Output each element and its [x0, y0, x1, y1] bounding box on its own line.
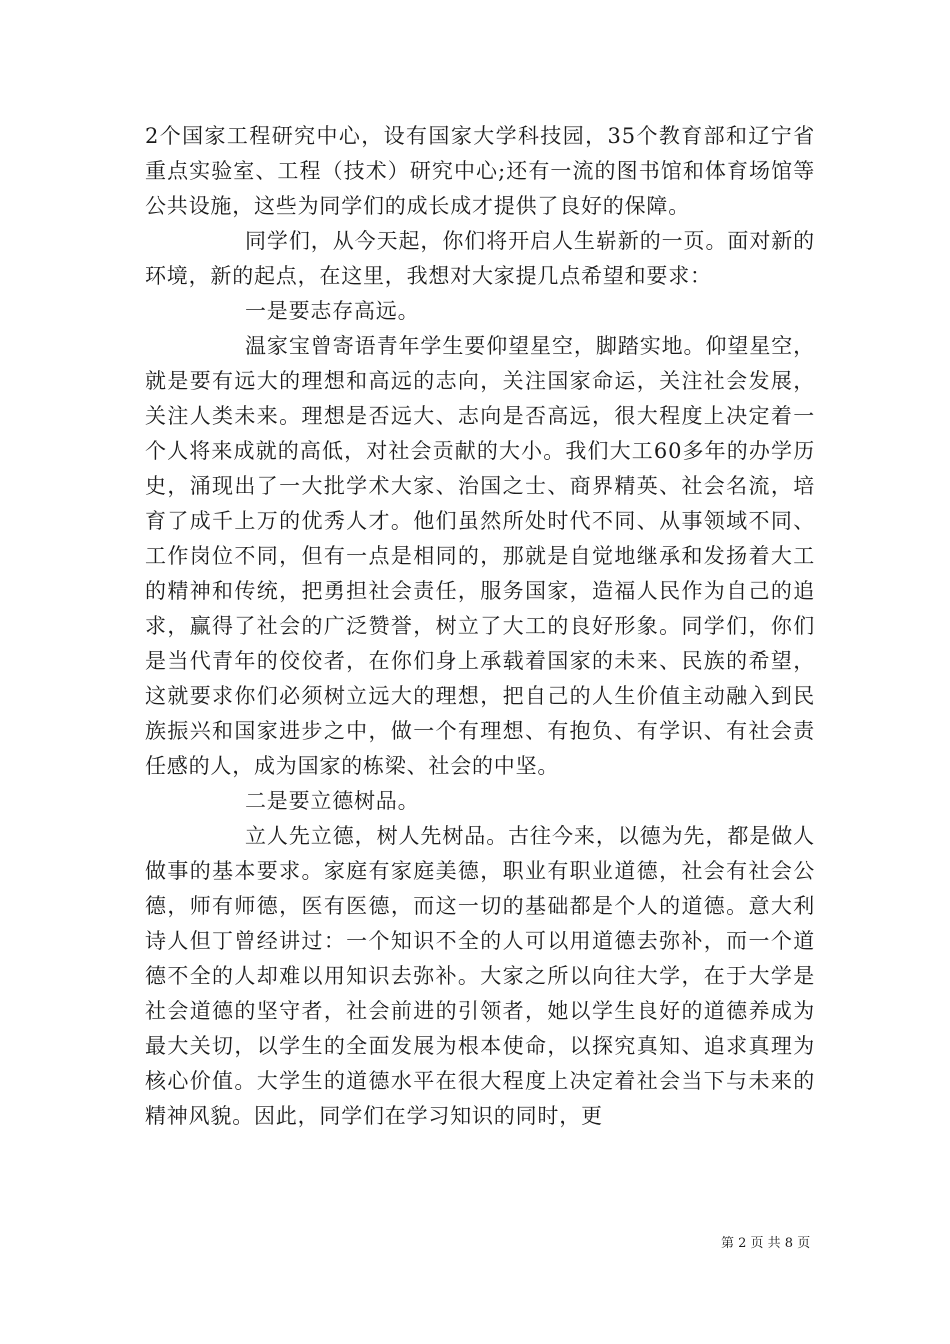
paragraph-ambition: 温家宝曾寄语青年学生要仰望星空，脚踏实地。仰望星空，就是要有远大的理想和高远的志向，关注国家命运，关注社会发展，关注人类未来。理想是否远大、志向是否高远，很大程度上决定着一个人将来成就的高低，对社会贡献的大小。我们大工60多年的办学历史，涌现出了一大批学术大家、治国之士、商界精英、社会名流，培育了成千上万的优秀人才。他们虽然所处时代不同、从事领域不同、工作岗位不同，但有一点是相同的，那就是自觉地继承和发扬着大工的精神和传统，把勇担社会责任，服务国家，造福人民作为自己的追求，赢得了社会的广泛赞誉，树立了大工的良好形象。同学们，你们是当代青年的佼佼者，在你们身上承载着国家的未来、民族的希望，这就要求你们必须树立远大的理想，把自己的人生价值主动融入到民族振兴和国家进步之中，做一个有理想、有抱负、有学识、有社会责任感的人，成为国家的栋梁、社会的中坚。	[145, 334, 815, 778]
page-footer	[0, 1232, 950, 1252]
document-body	[145, 119, 815, 1134]
paragraph-intro: 同学们，从今天起，你们将开启人生崭新的一页。面对新的环境，新的起点，在这里，我想对大家提几点希望和要求：	[145, 229, 815, 288]
section-heading-1: 一是要志存高远。	[245, 299, 420, 323]
section-heading-2: 二是要立德树品。	[245, 789, 420, 813]
paragraph-continuation: 2个国家工程研究中心，设有国家大学科技园，35个教育部和辽宁省重点实验室、工程（技术）研究中心;还有一流的图书馆和体育场馆等公共设施，这些为同学们的成长成才提供了良好的保障。	[145, 124, 815, 218]
page-number: 第 2 页 共 8 页	[721, 1236, 811, 1251]
paragraph-morality: 立人先立德，树人先树品。古往今来，以德为先，都是做人做事的基本要求。家庭有家庭美德，职业有职业道德，社会有社会公德，师有师德，医有医德，而这一切的基础都是个人的道德。意大利诗人但丁曾经讲过：一个知识不全的人可以用道德去弥补，而一个道德不全的人却难以用知识去弥补。大家之所以向往大学，在于大学是社会道德的坚守者，社会前进的引领者，她以学生良好的道德养成为最大关切，以学生的全面发展为根本使命，以探究真知、追求真理为核心价值。大学生的道德水平在很大程度上决定着社会当下与未来的精神风貌。因此，同学们在学习知识的同时，更	[145, 824, 815, 1128]
